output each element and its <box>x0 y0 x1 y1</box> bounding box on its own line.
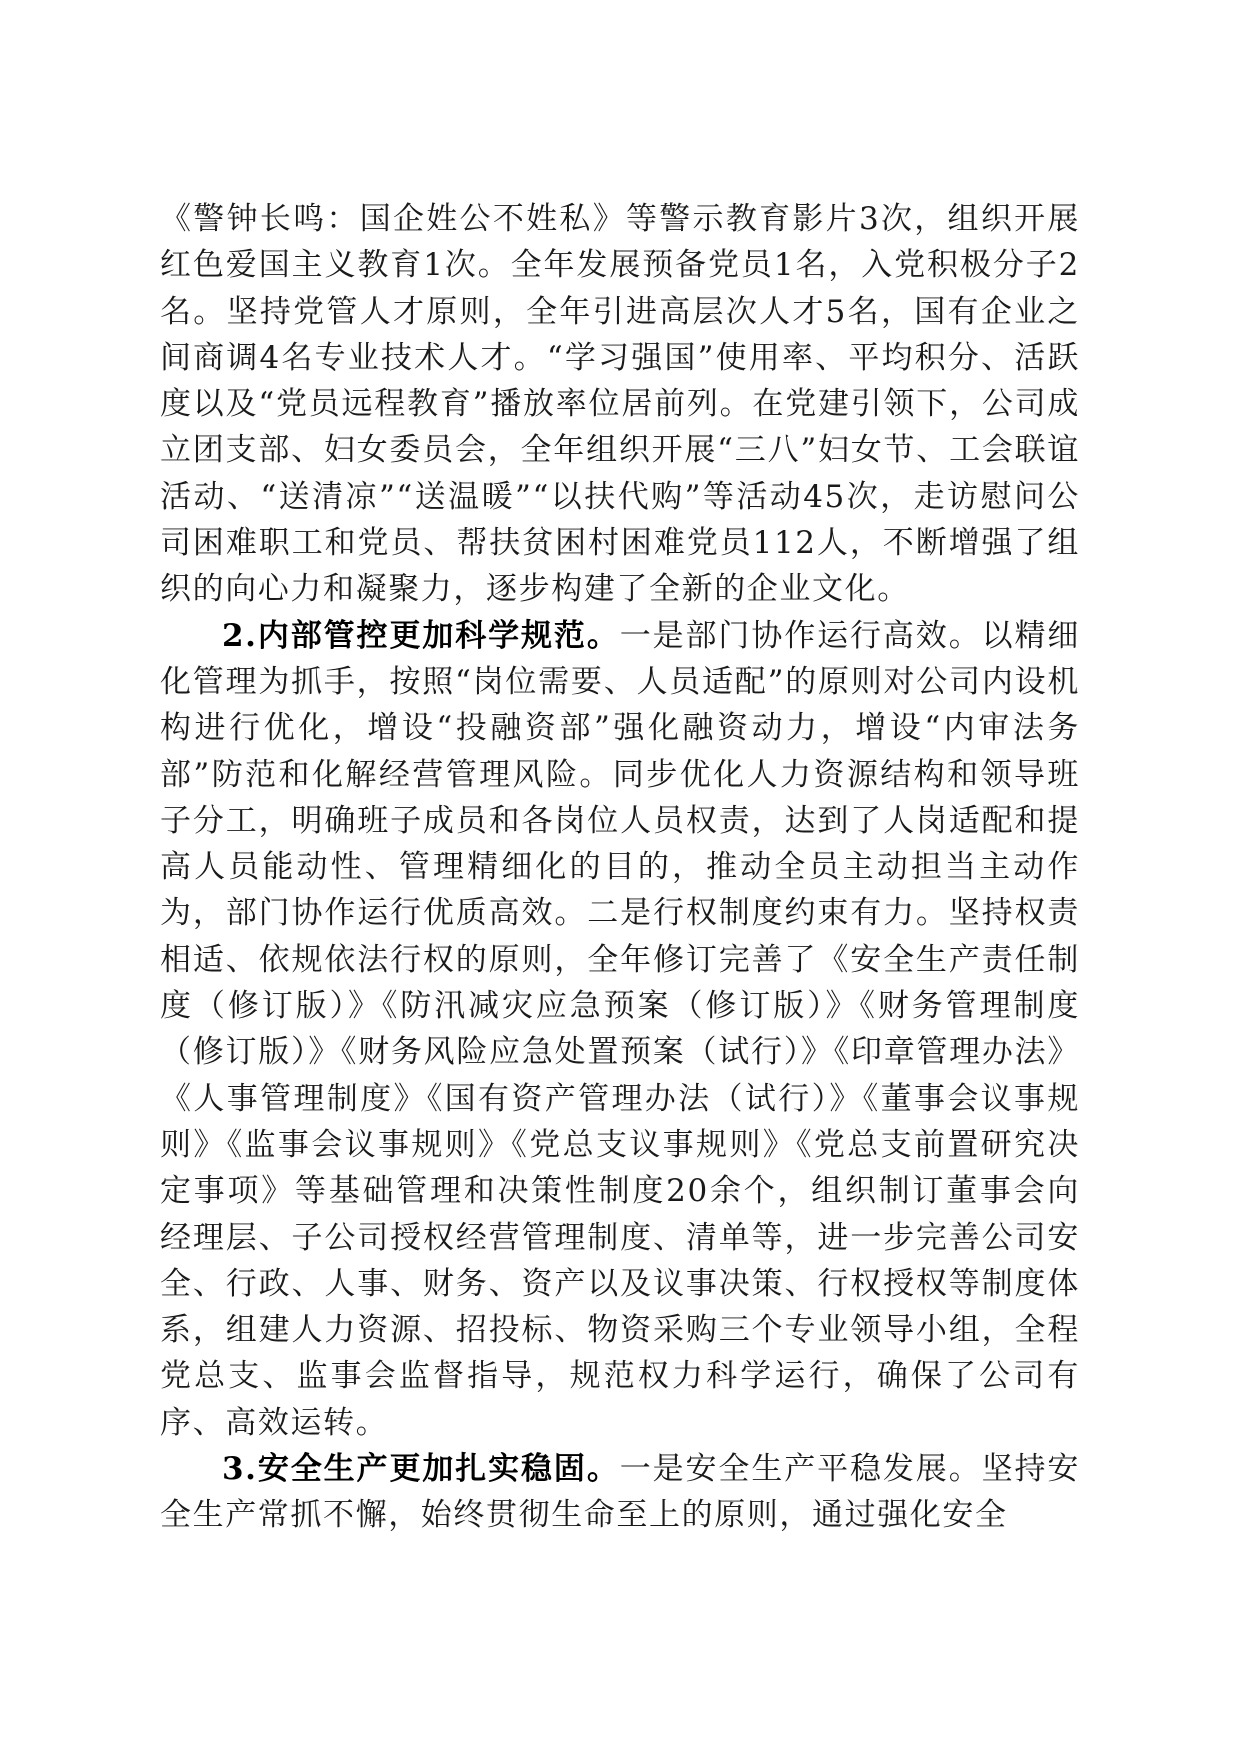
document-body <box>160 196 1080 1539</box>
paragraph-text: 《警钟长鸣：国企姓公不姓私》等警示教育影片3次，组织开展红色爱国主义教育1次。全年发展预备党员1名，入党积极分子2名。坚持党管人才原则，全年引进高层次人才5名，国有企业之间商调4名专业技术人才。“学习强国”使用率、平均积分、活跃度以及“党员远程教育”播放率位居前列。在党建引领下，公司成立团支部、妇女委员会，全年组织开展“三八”妇女节、工会联谊活动、“送清凉”“送温暖”“以扶代购”等活动45次，走访慰问公司困难职工和党员、帮扶贫困村困难党员112人，不断增强了组织的向心力和凝聚力，逐步构建了全新的企业文化。 <box>160 201 1080 608</box>
paragraph-text: 一是部门协作运行高效。以精细化管理为抓手，按照“岗位需要、人员适配”的原则对公司内设机构进行优化，增设“投融资部”强化融资动力，增设“内审法务部”防范和化解经营管理风险。同步优化人力资源结构和领导班子分工，明确班子成员和各岗位人员权责，达到了人岗适配和提高人员能动性、管理精细化的目的，推动全员主动担当主动作为，部门协作运行优质高效。二是行权制度约束有力。坚持权责相适、依规依法行权的原则，全年修订完善了《安全生产责任制度（修订版）》《防汛减灾应急预案（修订版）》《财务管理制度（修订版）》《财务风险应急处置预案（试行）》《印章管理办法》《人事管理制度》《国有资产管理办法（试行）》《董事会议事规则》《监事会议事规则》《党总支议事规则》《党总支前置研究决定事项》等基础管理和决策性制度20余个，组织制订董事会向经理层、子公司授权经营管理制度、清单等，进一步完善公司安全、行政、人事、财务、资产以及议事决策、行权授权等制度体系，组建人力资源、招投标、物资采购三个专业领导小组，全程党总支、监事会监督指导，规范权力科学运行，确保了公司有序、高效运转。 <box>160 617 1080 1441</box>
section-heading-safety-production: 3.安全生产更加扎实稳固。 <box>222 1451 620 1488</box>
paragraph-party-building-continued <box>160 196 1080 613</box>
section-heading-internal-control: 2.内部管控更加科学规范。 <box>222 617 620 654</box>
paragraph-text: 一是安全生产平稳发展。坚持安全生产常抓不懈，始终贯彻生命至上的原则，通过强化安全 <box>160 1451 1080 1534</box>
paragraph-internal-control <box>160 613 1080 1446</box>
paragraph-safety-production <box>160 1446 1080 1539</box>
